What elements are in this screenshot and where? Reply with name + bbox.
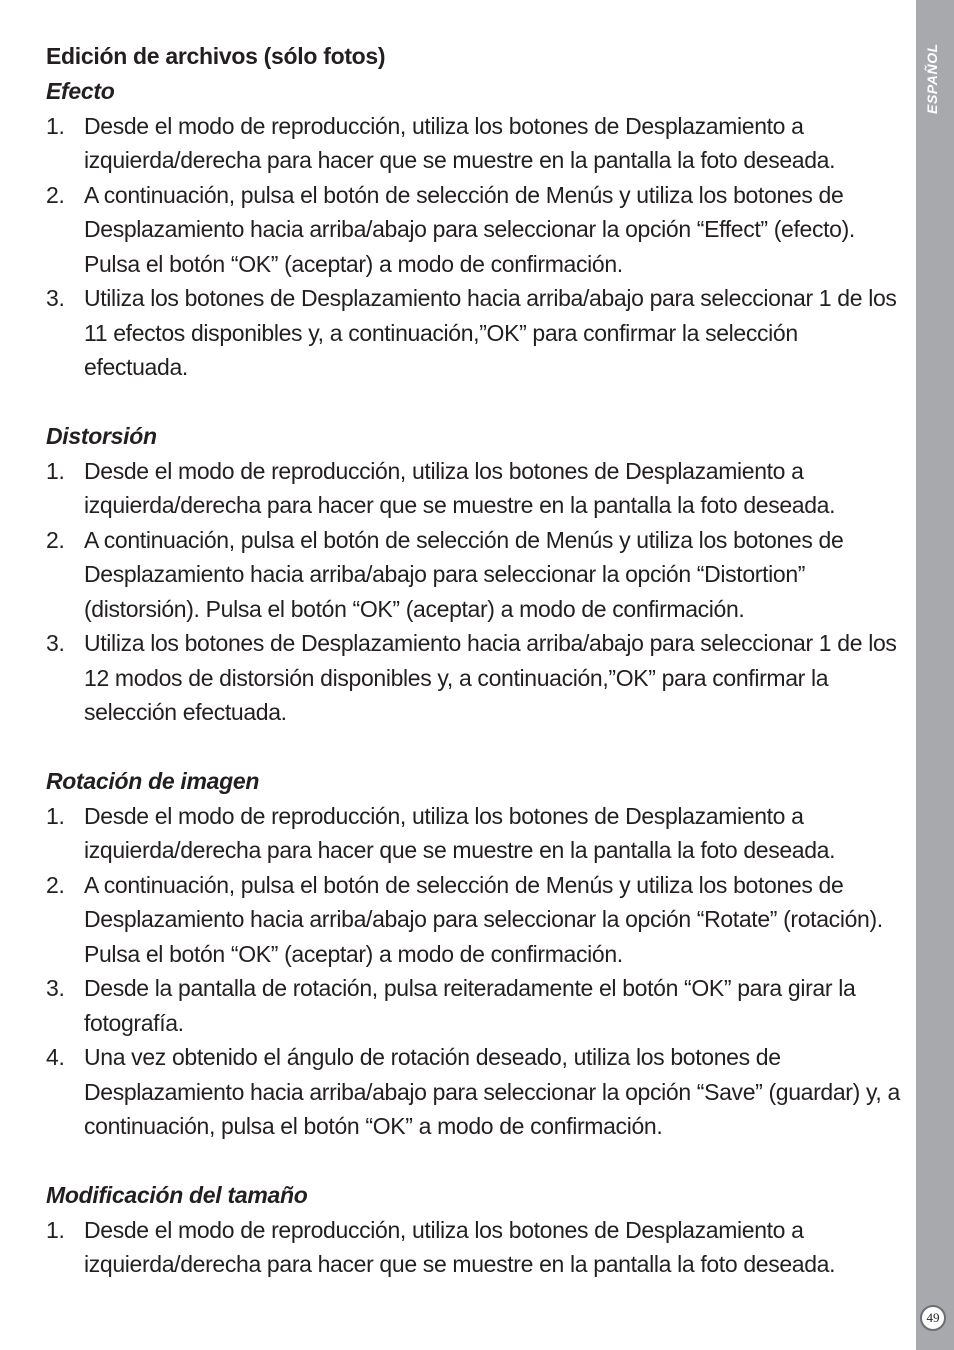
- step-number: 1.: [46, 802, 65, 829]
- step-text: A continuación, pulsa el botón de selección de Menús y utiliza los botones de Desplazamiento hacia arriba/abajo para seleccionar la opción “Distortion” (distorsión). Pulsa el botón “OK” (aceptar) a modo de confirmación.: [84, 526, 844, 622]
- step-number: 2.: [46, 526, 65, 553]
- list-item: [46, 868, 906, 972]
- step-number: 1.: [46, 457, 65, 484]
- list-item: [46, 1213, 906, 1282]
- language-sidebar: [916, 0, 954, 1350]
- step-text: Una vez obtenido el ángulo de rotación deseado, utiliza los botones de Desplazamiento hacia arriba/abajo para seleccionar la opción “Save” (guardar) y, a continuación, pulsa el botón “OK” a modo de confirmación.: [84, 1044, 900, 1139]
- section-rotacion: [46, 764, 906, 1144]
- page-title: Edición de archivos (sólo fotos): [46, 43, 386, 69]
- step-text: Desde la pantalla de rotación, pulsa reiteradamente el botón “OK” para girar la fotografía.: [84, 975, 856, 1036]
- steps-list: [46, 454, 906, 730]
- page-content: [46, 38, 906, 1316]
- steps-list: [46, 109, 906, 385]
- steps-list: [46, 799, 906, 1144]
- step-number: 2.: [46, 871, 65, 898]
- step-text: Utiliza los botones de Desplazamiento hacia arriba/abajo para seleccionar 1 de los 11 efectos disponibles y, a continuación,”OK” para confirmar la selección efectuada.: [84, 285, 897, 380]
- language-label: ESPAÑOL: [924, 43, 940, 114]
- step-number: 4.: [46, 1044, 65, 1070]
- step-text: A continuación, pulsa el botón de selección de Menús y utiliza los botones de Desplazamiento hacia arriba/abajo para seleccionar la opción “Rotate” (rotación). Pulsa el botón “OK” (aceptar) a modo de confirmación.: [84, 871, 883, 967]
- step-text: Desde el modo de reproducción, utiliza los botones de Desplazamiento a izquierda/derecha para hacer que se muestre en la pantalla la foto deseada.: [84, 1216, 836, 1277]
- list-item: [46, 454, 906, 523]
- list-item: [46, 281, 906, 385]
- step-text: A continuación, pulsa el botón de selección de Menús y utiliza los botones de Desplazamiento hacia arriba/abajo para seleccionar la opción “Effect” (efecto). Pulsa el botón “OK” (aceptar) a modo de confirmación.: [84, 181, 855, 277]
- section-title: Rotación de imagen: [46, 768, 260, 794]
- step-text: Desde el modo de reproducción, utiliza los botones de Desplazamiento a izquierda/derecha para hacer que se muestre en la pantalla la foto deseada.: [84, 112, 836, 173]
- step-number: 3.: [46, 630, 65, 656]
- steps-list: [46, 1213, 906, 1282]
- step-text: Desde el modo de reproducción, utiliza los botones de Desplazamiento a izquierda/derecha para hacer que se muestre en la pantalla la foto deseada.: [84, 457, 836, 518]
- list-item: [46, 109, 906, 178]
- step-number: 1.: [46, 112, 65, 139]
- page-number-badge: 49: [920, 1305, 946, 1331]
- list-item: [46, 799, 906, 868]
- step-number: 2.: [46, 181, 65, 208]
- section-efecto: [46, 74, 906, 385]
- list-item: [46, 971, 906, 1040]
- step-number: 3.: [46, 285, 65, 311]
- list-item: [46, 178, 906, 282]
- section-distorsion: [46, 419, 906, 730]
- step-number: 3.: [46, 975, 65, 1001]
- step-text: Desde el modo de reproducción, utiliza los botones de Desplazamiento a izquierda/derecha para hacer que se muestre en la pantalla la foto deseada.: [84, 802, 836, 863]
- section-title: Distorsión: [46, 423, 157, 449]
- step-number: 1.: [46, 1216, 65, 1243]
- list-item: [46, 626, 906, 730]
- step-text: Utiliza los botones de Desplazamiento hacia arriba/abajo para seleccionar 1 de los 12 modos de distorsión disponibles y, a continuación,”OK” para confirmar la selección efectuada.: [84, 630, 897, 725]
- section-title: Efecto: [46, 78, 115, 104]
- section-modificacion-tamano: [46, 1178, 906, 1282]
- section-title: Modificación del tamaño: [46, 1182, 308, 1208]
- list-item: [46, 523, 906, 627]
- list-item: [46, 1040, 906, 1144]
